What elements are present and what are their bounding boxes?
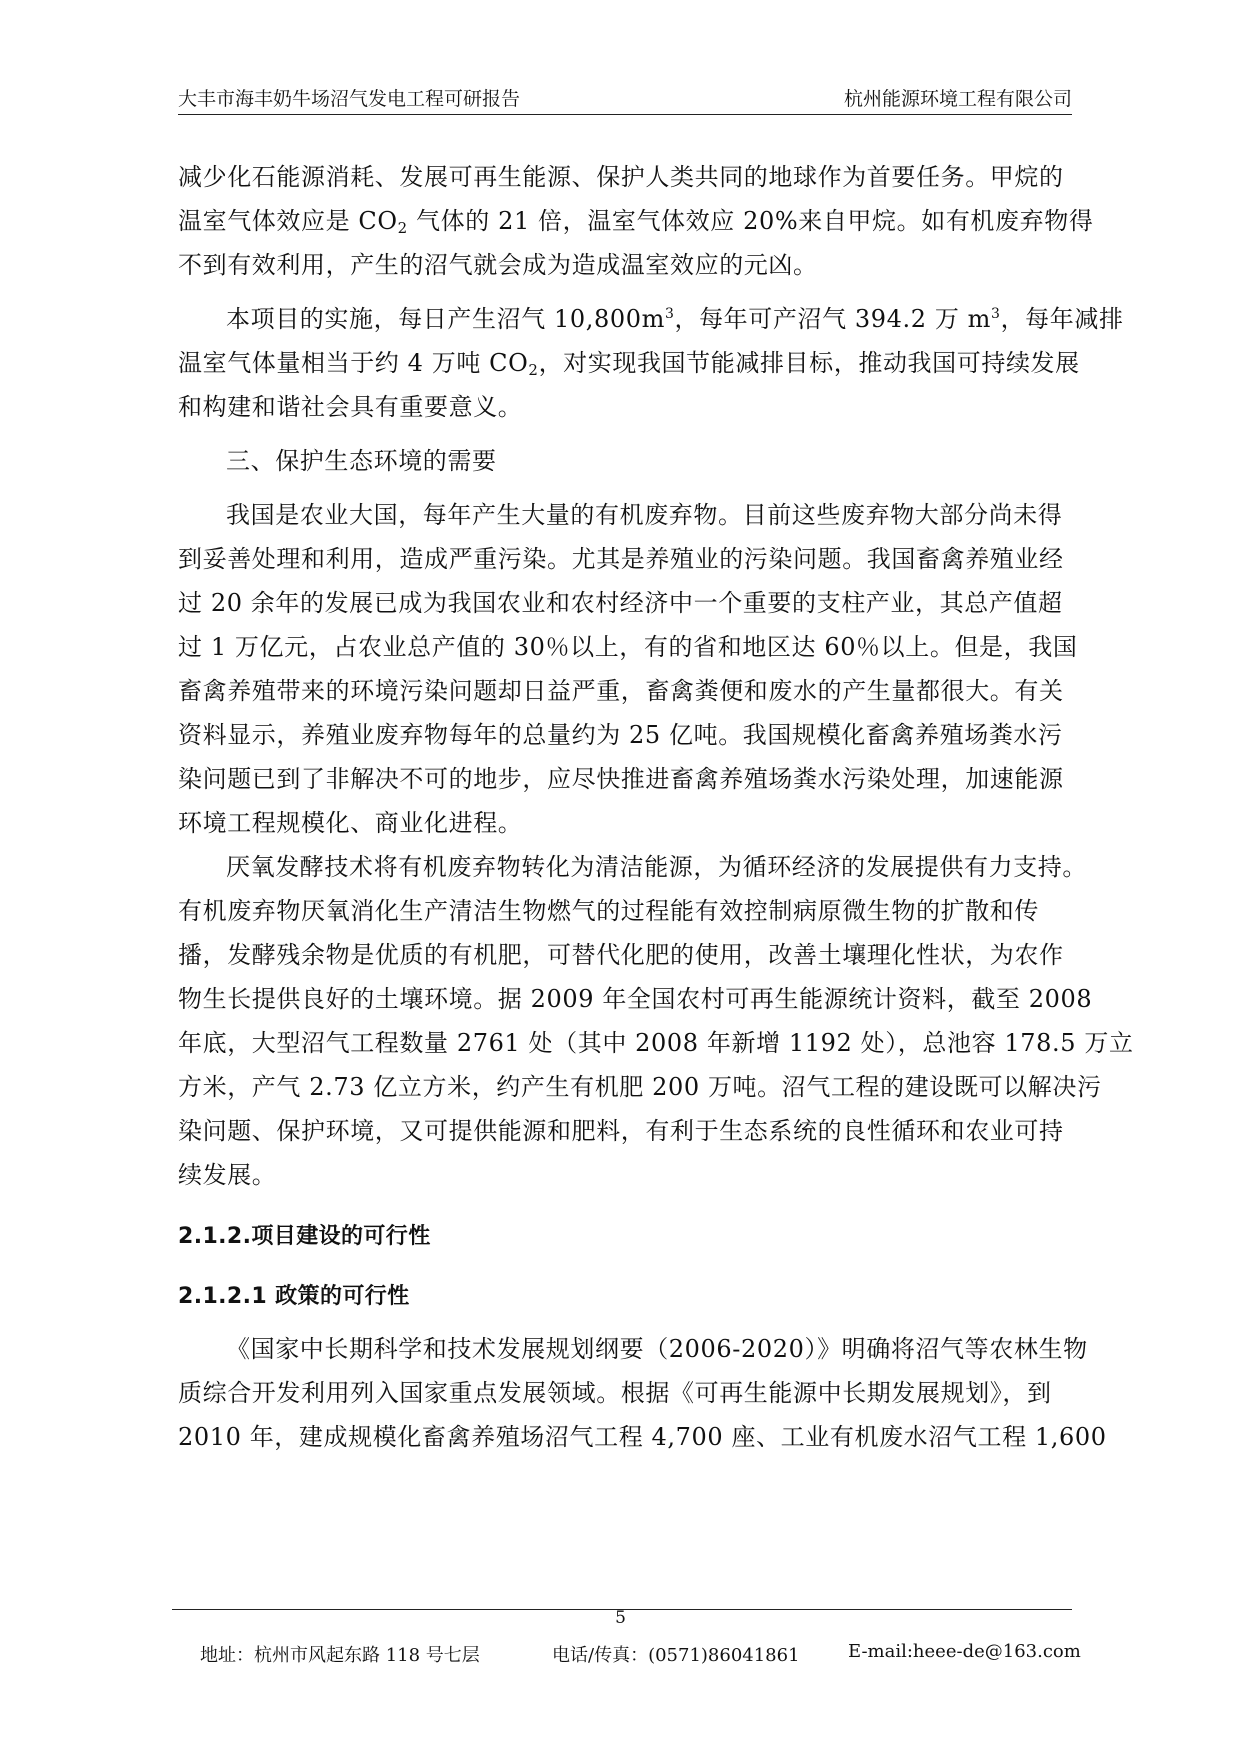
text-line: 染问题已到了非解决不可的地步，应尽快推进畜禽养殖场粪水污染处理，加速能源 bbox=[178, 765, 1064, 793]
text-line: 畜禽养殖带来的环境污染问题却日益严重，畜禽粪便和废水的产生量都很大。有关 bbox=[178, 677, 1064, 705]
paragraph-methane-effect bbox=[178, 155, 1094, 287]
text-line: 染问题、保护环境，又可提供能源和肥料，有利于生态系统的良性循环和农业可持 bbox=[178, 1117, 1064, 1145]
text-line bbox=[178, 199, 1094, 243]
document-body bbox=[178, 155, 1134, 1459]
text-segment: ，每年可产沼气 394.2 万 m bbox=[674, 305, 992, 333]
text-segment: 温室气体量相当于约 4 万吨 CO bbox=[178, 349, 529, 377]
text-line: 有机废弃物厌氧消化生产清洁生物燃气的过程能有效控制病原微生物的扩散和传 bbox=[178, 897, 1039, 925]
text-line bbox=[178, 341, 1078, 385]
superscript: 3 bbox=[664, 306, 675, 322]
text-line: 播，发酵残余物是优质的有机肥，可替代化肥的使用，改善土壤理化性状，为农作 bbox=[178, 941, 1064, 969]
text-line: 三、保护生态环境的需要 bbox=[226, 447, 497, 475]
footer-phone: 电话/传真：(0571)86041861 bbox=[552, 1645, 800, 1666]
text-line: 过 20 余年的发展已成为我国农业和农村经济中一个重要的支柱产业，其总产值超 bbox=[178, 589, 1063, 617]
text-segment: 温室气体效应是 CO bbox=[178, 207, 398, 235]
heading-project-feasibility: 2.1.2.项目建设的可行性 bbox=[178, 1224, 431, 1249]
paragraph-agricultural-waste bbox=[178, 493, 1078, 845]
text-segment: ，对实现我国节能减排目标，推动我国可持续发展 bbox=[538, 349, 1080, 377]
footer-address: 地址：杭州市风起东路 118 号七层 bbox=[200, 1645, 480, 1666]
text-segment: 气体的 21 倍，温室气体效应 20%来自甲烷。如有机废弃物得 bbox=[407, 207, 1094, 235]
text-line: 过 1 万亿元，占农业总产值的 30％以上，有的省和地区达 60％以上。但是，我国 bbox=[178, 633, 1078, 661]
text-line: 环境工程规模化、商业化进程。 bbox=[178, 809, 523, 837]
subscript: 2 bbox=[528, 361, 539, 379]
section-heading-ecology bbox=[178, 439, 1078, 483]
text-line: 资料显示，养殖业废弃物每年的总量约为 25 亿吨。我国规模化畜禽养殖场粪水污 bbox=[178, 721, 1063, 749]
text-line: 厌氧发酵技术将有机废弃物转化为清洁能源，为循环经济的发展提供有力支持。 bbox=[226, 853, 1087, 881]
text-line: 方米，产气 2.73 亿立方米，约产生有机肥 200 万吨。沼气工程的建设既可以解决污 bbox=[178, 1073, 1102, 1101]
superscript: 3 bbox=[991, 306, 1001, 322]
text-line: 减少化石能源消耗、发展可再生能源、保护人类共同的地球作为首要任务。甲烷的 bbox=[178, 163, 1064, 191]
text-line: 《国家中长期科学和技术发展规划纲要（2006-2020）》明确将沼气等农林生物 bbox=[226, 1335, 1088, 1363]
text-segment: ，每年减排 bbox=[1000, 305, 1124, 333]
text-line: 质综合开发利用列入国家重点发展领域。根据《可再生能源中长期发展规划》，到 bbox=[178, 1379, 1052, 1407]
header-report-title: 大丰市海丰奶牛场沼气发电工程可研报告 bbox=[178, 88, 521, 110]
heading-policy-feasibility: 2.1.2.1 政策的可行性 bbox=[178, 1284, 410, 1309]
text-line: 物生长提供良好的土壤环境。据 2009 年全国农村可再生能源统计资料，截至 2008 bbox=[178, 985, 1093, 1013]
header-company-name: 杭州能源环境工程有限公司 bbox=[843, 88, 1072, 110]
text-segment: 本项目的实施，每日产生沼气 10,800m bbox=[226, 305, 665, 333]
text-line: 年底，大型沼气工程数量 2761 处（其中 2008 年新增 1192 处），总池容 178.5 万立 bbox=[178, 1029, 1134, 1057]
text-line: 不到有效利用，产生的沼气就会成为造成温室效应的元凶。 bbox=[178, 251, 818, 279]
text-line: 到妥善处理和利用，造成严重污染。尤其是养殖业的污染问题。我国畜禽养殖业经 bbox=[178, 545, 1064, 573]
footer-email: E-mail:heee-de@163.com bbox=[848, 1641, 1081, 1662]
text-line bbox=[178, 297, 1124, 341]
paragraph-anaerobic-fermentation bbox=[178, 845, 1134, 1197]
subscript: 2 bbox=[397, 219, 408, 237]
text-line: 我国是农业大国，每年产生大量的有机废弃物。目前这些废弃物大部分尚未得 bbox=[226, 501, 1063, 529]
paragraph-policy bbox=[178, 1327, 1107, 1459]
text-line: 2010 年，建成规模化畜禽养殖场沼气工程 4,700 座、工业有机废水沼气工程 1,600 bbox=[178, 1423, 1107, 1451]
text-line: 续发展。 bbox=[178, 1161, 277, 1189]
paragraph-project-output bbox=[178, 297, 1124, 429]
page-header bbox=[178, 84, 1072, 115]
text-line: 和构建和谐社会具有重要意义。 bbox=[178, 393, 523, 421]
page-number: 5 bbox=[615, 1608, 626, 1628]
